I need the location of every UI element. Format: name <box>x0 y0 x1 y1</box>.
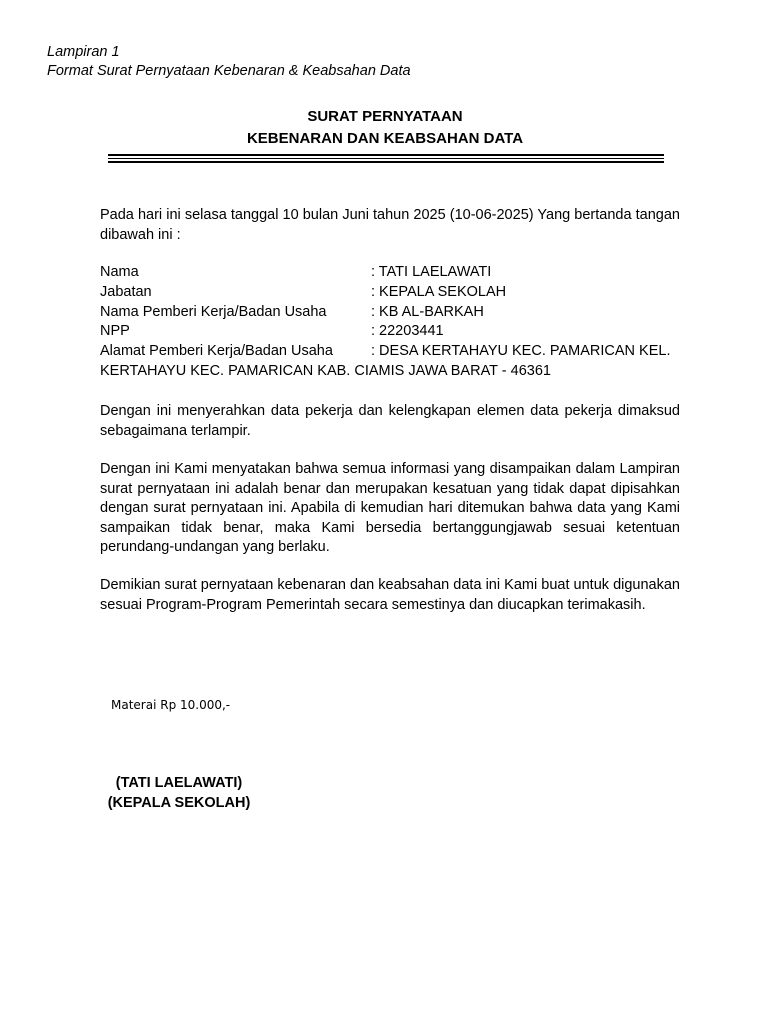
identity-label: Alamat Pemberi Kerja/Badan Usaha <box>100 343 333 360</box>
identity-label: Nama <box>100 264 139 280</box>
closing-paragraph: Demikian surat pernyataan kebenaran dan keabsahan data ini Kami buat untuk digunakan sesuai Program-Program Pemerintah secara semestinya dan diucapkan terimakasih. <box>100 577 680 613</box>
identity-row-position <box>100 283 710 303</box>
identity-row-name <box>100 263 710 283</box>
document-title: SURAT PERNYATAAN <box>307 108 463 125</box>
identity-value: : TATI LAELAWATI <box>371 264 492 280</box>
identity-row-employer <box>100 303 710 323</box>
identity-value: : DESA KERTAHAYU KEC. PAMARICAN KEL. <box>371 343 671 360</box>
identity-row-npp <box>100 322 710 342</box>
title-divider-middle <box>108 158 664 159</box>
address-continuation: KERTAHAYU KEC. PAMARICAN KAB. CIAMIS JAWA BARAT - 46361 <box>100 362 551 379</box>
stamp-duty-label: Materai Rp 10.000,- <box>111 698 231 712</box>
identity-label: Nama Pemberi Kerja/Badan Usaha <box>100 303 327 320</box>
attachment-label: Lampiran 1 <box>47 44 120 60</box>
identity-label: NPP <box>100 323 130 340</box>
format-label: Format Surat Pernyataan Kebenaran & Keabsahan Data <box>47 63 411 79</box>
identity-value: : KEPALA SEKOLAH <box>371 283 507 300</box>
document-subtitle: KEBENARAN DAN KEABSAHAN DATA <box>246 130 524 147</box>
identity-block <box>100 263 710 382</box>
declaration-paragraph: Dengan ini Kami menyatakan bahwa semua informasi yang disampaikan dalam Lampiran surat pernyataan ini adalah benar dan merupakan kesatuan yang tidak dapat dipisahkan dengan surat pernyataan ini. Apabila di kemudian hari ditemukan bahwa data yang Kami sampaikan tidak benar, maka Kami bersedia bertanggungjawab sesuai ketentuan perundang-undangan yang berlaku. <box>100 461 680 555</box>
identity-label: Jabatan <box>100 283 152 300</box>
signatory-position: (KEPALA SEKOLAH) <box>107 795 251 811</box>
signatory-name: (TATI LAELAWATI) <box>115 775 243 791</box>
submission-paragraph: Dengan ini menyerahkan data pekerja dan kelengkapan elemen data pekerja dimaksud sebagaimana terlampir. <box>100 403 680 439</box>
title-divider-top <box>108 154 664 156</box>
opening-paragraph: Pada hari ini selasa tanggal 10 bulan Juni tahun 2025 (10-06-2025) Yang bertanda tangan dibawah ini : <box>100 207 680 243</box>
identity-row-address <box>100 342 710 362</box>
title-divider-bottom <box>108 161 664 163</box>
identity-value: : 22203441 <box>371 323 444 340</box>
identity-value: : KB AL-BARKAH <box>371 303 484 320</box>
attachment-header <box>47 43 411 81</box>
